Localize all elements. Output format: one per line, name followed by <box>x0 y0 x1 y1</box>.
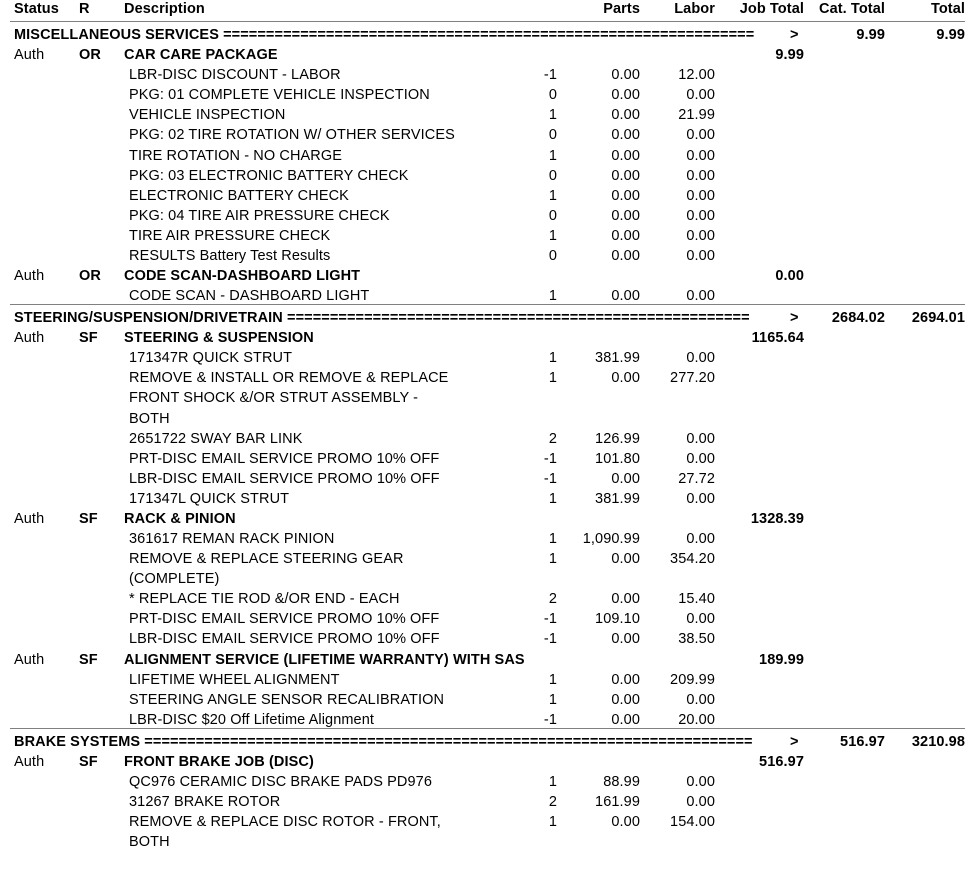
line-parts: 0.00 <box>611 470 640 487</box>
line-description: LBR-DISC EMAIL SERVICE PROMO 10% OFF <box>129 470 440 487</box>
line-quantity: 1 <box>548 288 557 304</box>
line-parts: 0.00 <box>611 127 640 144</box>
line-labor: 20.00 <box>678 711 715 728</box>
line-description: ELECTRONIC BATTERY CHECK <box>129 187 349 204</box>
line-parts: 0.00 <box>611 67 640 84</box>
line-item-row <box>0 105 979 125</box>
line-quantity: 1 <box>548 691 557 708</box>
job-status: Auth <box>14 753 45 770</box>
job-status: Auth <box>14 268 45 284</box>
job-title: FRONT BRAKE JOB (DISC) <box>124 753 314 770</box>
line-quantity: 1 <box>548 814 557 831</box>
job-status: Auth <box>14 510 45 527</box>
job-total: 0.00 <box>775 268 804 284</box>
category-cat-total: 9.99 <box>856 27 885 43</box>
line-description: LBR-DISC DISCOUNT - LABOR <box>129 67 341 84</box>
line-item-row <box>0 368 979 388</box>
line-description: BOTH <box>129 410 170 427</box>
line-item-row <box>0 186 979 206</box>
line-quantity: 0 <box>548 127 557 144</box>
line-labor: 0.00 <box>686 450 715 467</box>
job-title: RACK & PINION <box>124 510 236 527</box>
job-total: 189.99 <box>759 651 804 668</box>
line-parts: 1,090.99 <box>582 531 640 547</box>
line-parts: 0.00 <box>611 107 640 124</box>
line-parts: 101.80 <box>595 450 640 467</box>
line-parts: 0.00 <box>611 147 640 164</box>
line-item-row <box>0 206 979 226</box>
job-r-code: OR <box>79 268 101 284</box>
line-parts: 0.00 <box>611 187 640 204</box>
header-total: Total <box>930 1 965 17</box>
line-labor: 27.72 <box>678 470 715 487</box>
line-labor: 0.00 <box>686 350 715 367</box>
category-row <box>0 732 979 752</box>
job-total: 1328.39 <box>750 510 804 527</box>
category-row <box>0 308 979 328</box>
line-item-row <box>0 146 979 166</box>
line-item-row <box>0 409 979 429</box>
line-description: PKG: 03 ELECTRONIC BATTERY CHECK <box>129 167 409 184</box>
job-total: 9.99 <box>775 47 804 64</box>
line-item-row <box>0 589 979 609</box>
line-quantity: 1 <box>548 350 557 367</box>
line-parts: 0.00 <box>611 87 640 104</box>
line-description: 361617 REMAN RACK PINION <box>129 531 335 547</box>
line-item-row <box>0 348 979 368</box>
header-parts: Parts <box>603 1 640 17</box>
line-labor: 0.00 <box>686 490 715 507</box>
line-labor: 0.00 <box>686 87 715 104</box>
line-description: 31267 BRAKE ROTOR <box>129 794 281 810</box>
header-r: R <box>79 1 90 17</box>
line-parts: 0.00 <box>611 691 640 708</box>
line-labor: 0.00 <box>686 794 715 810</box>
line-labor: 0.00 <box>686 691 715 708</box>
category-title: STEERING/SUSPENSION/DRIVETRAIN ====================================================== <box>14 310 750 327</box>
header-cat-total: Cat. Total <box>819 1 885 17</box>
category-arrow: > <box>790 733 799 750</box>
line-description: 2651722 SWAY BAR LINK <box>129 430 303 447</box>
category-title: BRAKE SYSTEMS ======================================================================= <box>14 733 753 750</box>
job-total: 1165.64 <box>751 330 804 347</box>
line-parts: 0.00 <box>611 288 640 304</box>
line-description: REMOVE & INSTALL OR REMOVE & REPLACE <box>129 370 449 387</box>
job-row <box>0 650 979 670</box>
line-parts: 88.99 <box>603 774 640 790</box>
line-description: 171347R QUICK STRUT <box>129 350 293 367</box>
job-title: CAR CARE PACKAGE <box>124 47 278 64</box>
line-labor: 354.20 <box>670 551 715 568</box>
line-item-row <box>0 125 979 145</box>
line-description: (COMPLETE) <box>129 571 220 588</box>
line-item-row <box>0 710 979 730</box>
job-row <box>0 266 979 286</box>
line-labor: 277.20 <box>670 370 715 387</box>
line-parts: 0.00 <box>611 591 640 608</box>
job-r-code: OR <box>79 47 101 64</box>
job-title: CODE SCAN-DASHBOARD LIGHT <box>124 268 361 284</box>
line-labor: 0.00 <box>686 147 715 164</box>
line-labor: 0.00 <box>686 247 715 264</box>
line-description: PRT-DISC EMAIL SERVICE PROMO 10% OFF <box>129 611 440 628</box>
job-status: Auth <box>14 330 45 347</box>
job-row <box>0 45 979 65</box>
job-title: STEERING & SUSPENSION <box>124 330 314 347</box>
line-description: QC976 CERAMIC DISC BRAKE PADS PD976 <box>129 774 432 790</box>
line-parts: 0.00 <box>611 551 640 568</box>
line-parts: 109.10 <box>595 611 640 628</box>
line-parts: 0.00 <box>611 711 640 728</box>
line-quantity: -1 <box>543 631 557 648</box>
line-labor: 0.00 <box>686 167 715 184</box>
job-r-code: SF <box>79 753 98 770</box>
line-parts: 161.99 <box>595 794 640 810</box>
category-total: 3210.98 <box>911 733 965 750</box>
line-quantity: 1 <box>548 107 557 124</box>
header-status: Status <box>14 1 59 17</box>
category-arrow: > <box>790 310 799 327</box>
line-labor: 0.00 <box>686 207 715 224</box>
line-parts: 0.00 <box>611 247 640 264</box>
line-parts: 381.99 <box>595 490 640 507</box>
section-divider <box>10 304 965 305</box>
line-description: REMOVE & REPLACE STEERING GEAR <box>129 551 404 568</box>
line-description: STEERING ANGLE SENSOR RECALIBRATION <box>129 691 445 708</box>
line-quantity: 2 <box>548 794 557 810</box>
line-description: 171347L QUICK STRUT <box>129 490 290 507</box>
line-quantity: 0 <box>548 167 557 184</box>
line-labor: 15.40 <box>678 591 715 608</box>
line-quantity: 0 <box>548 247 557 264</box>
line-item-row <box>0 246 979 266</box>
line-quantity: 1 <box>548 531 557 547</box>
line-parts: 381.99 <box>595 350 640 367</box>
line-description: CODE SCAN - DASHBOARD LIGHT <box>129 288 370 304</box>
line-parts: 0.00 <box>611 167 640 184</box>
line-quantity: 1 <box>548 370 557 387</box>
line-labor: 0.00 <box>686 531 715 547</box>
job-status: Auth <box>14 47 45 64</box>
category-cat-total: 516.97 <box>840 733 885 750</box>
line-item-row <box>0 609 979 629</box>
header-labor: Labor <box>674 1 715 17</box>
line-item-row <box>0 489 979 509</box>
section-divider <box>10 728 965 729</box>
line-quantity: -1 <box>543 67 557 84</box>
line-labor: 0.00 <box>686 127 715 144</box>
line-parts: 0.00 <box>611 814 640 831</box>
line-labor: 0.00 <box>686 430 715 447</box>
line-item-row <box>0 812 979 832</box>
job-title: ALIGNMENT SERVICE (LIFETIME WARRANTY) WITH SAS <box>124 651 525 668</box>
line-parts: 0.00 <box>611 631 640 648</box>
line-item-row <box>0 792 979 812</box>
category-cat-total: 2684.02 <box>831 310 885 327</box>
line-quantity: 1 <box>548 490 557 507</box>
line-quantity: -1 <box>543 611 557 628</box>
line-labor: 38.50 <box>678 631 715 648</box>
line-item-row <box>0 569 979 589</box>
line-quantity: -1 <box>543 470 557 487</box>
line-item-row <box>0 832 979 852</box>
line-quantity: 1 <box>548 187 557 204</box>
line-item-row <box>0 429 979 449</box>
line-description: RESULTS Battery Test Results <box>129 247 331 264</box>
line-item-row <box>0 690 979 710</box>
line-description: TIRE AIR PRESSURE CHECK <box>129 227 331 244</box>
line-item-row <box>0 65 979 85</box>
line-labor: 0.00 <box>686 611 715 628</box>
category-arrow: > <box>790 27 799 43</box>
category-title: MISCELLANEOUS SERVICES ============================================================== <box>14 27 755 43</box>
line-item-row <box>0 85 979 105</box>
line-parts: 0.00 <box>611 370 640 387</box>
line-labor: 0.00 <box>686 288 715 304</box>
section-divider <box>10 21 965 22</box>
line-quantity: 1 <box>548 774 557 790</box>
line-quantity: 2 <box>548 430 557 447</box>
line-quantity: 0 <box>548 87 557 104</box>
line-item-row <box>0 286 979 306</box>
line-labor: 209.99 <box>670 671 715 688</box>
line-labor: 12.00 <box>678 67 715 84</box>
line-quantity: 1 <box>548 227 557 244</box>
line-item-row <box>0 449 979 469</box>
line-item-row <box>0 226 979 246</box>
line-description: REMOVE & REPLACE DISC ROTOR - FRONT, <box>129 814 441 831</box>
job-total: 516.97 <box>759 753 804 770</box>
line-quantity: 1 <box>548 671 557 688</box>
line-description: PRT-DISC EMAIL SERVICE PROMO 10% OFF <box>129 450 440 467</box>
line-parts: 0.00 <box>611 207 640 224</box>
line-item-row <box>0 166 979 186</box>
category-total: 2694.01 <box>911 310 965 327</box>
line-parts: 0.00 <box>611 227 640 244</box>
category-row <box>0 25 979 45</box>
line-item-row <box>0 772 979 792</box>
line-item-row <box>0 388 979 408</box>
line-quantity: 2 <box>548 591 557 608</box>
line-quantity: -1 <box>543 711 557 728</box>
line-quantity: -1 <box>543 450 557 467</box>
line-labor: 0.00 <box>686 227 715 244</box>
line-parts: 126.99 <box>595 430 640 447</box>
header-job-total: Job Total <box>739 1 804 17</box>
job-status: Auth <box>14 651 45 668</box>
line-description: BOTH <box>129 834 170 851</box>
line-item-row <box>0 670 979 690</box>
line-description: FRONT SHOCK &/OR STRUT ASSEMBLY - <box>129 390 419 407</box>
job-r-code: SF <box>79 651 98 668</box>
line-description: LBR-DISC EMAIL SERVICE PROMO 10% OFF <box>129 631 440 648</box>
line-labor: 154.00 <box>670 814 715 831</box>
line-labor: 0.00 <box>686 774 715 790</box>
job-row <box>0 328 979 348</box>
category-total: 9.99 <box>936 27 965 43</box>
line-item-row <box>0 529 979 549</box>
line-description: LBR-DISC $20 Off Lifetime Alignment <box>129 711 375 728</box>
line-description: VEHICLE INSPECTION <box>129 107 286 124</box>
column-header-row <box>0 0 979 19</box>
line-item-row <box>0 549 979 569</box>
line-labor: 21.99 <box>678 107 715 124</box>
line-item-row <box>0 629 979 649</box>
line-labor: 0.00 <box>686 187 715 204</box>
line-item-row <box>0 469 979 489</box>
line-description: PKG: 04 TIRE AIR PRESSURE CHECK <box>129 207 390 224</box>
line-parts: 0.00 <box>611 671 640 688</box>
job-r-code: SF <box>79 330 98 347</box>
line-quantity: 0 <box>548 207 557 224</box>
header-description: Description <box>124 1 205 17</box>
line-description: TIRE ROTATION - NO CHARGE <box>129 147 343 164</box>
job-row <box>0 752 979 772</box>
line-quantity: 1 <box>548 551 557 568</box>
line-description: * REPLACE TIE ROD &/OR END - EACH <box>129 591 400 608</box>
line-description: LIFETIME WHEEL ALIGNMENT <box>129 671 340 688</box>
job-r-code: SF <box>79 510 98 527</box>
line-description: PKG: 01 COMPLETE VEHICLE INSPECTION <box>129 87 430 104</box>
job-row <box>0 509 979 529</box>
line-description: PKG: 02 TIRE ROTATION W/ OTHER SERVICES <box>129 127 455 144</box>
line-quantity: 1 <box>548 147 557 164</box>
